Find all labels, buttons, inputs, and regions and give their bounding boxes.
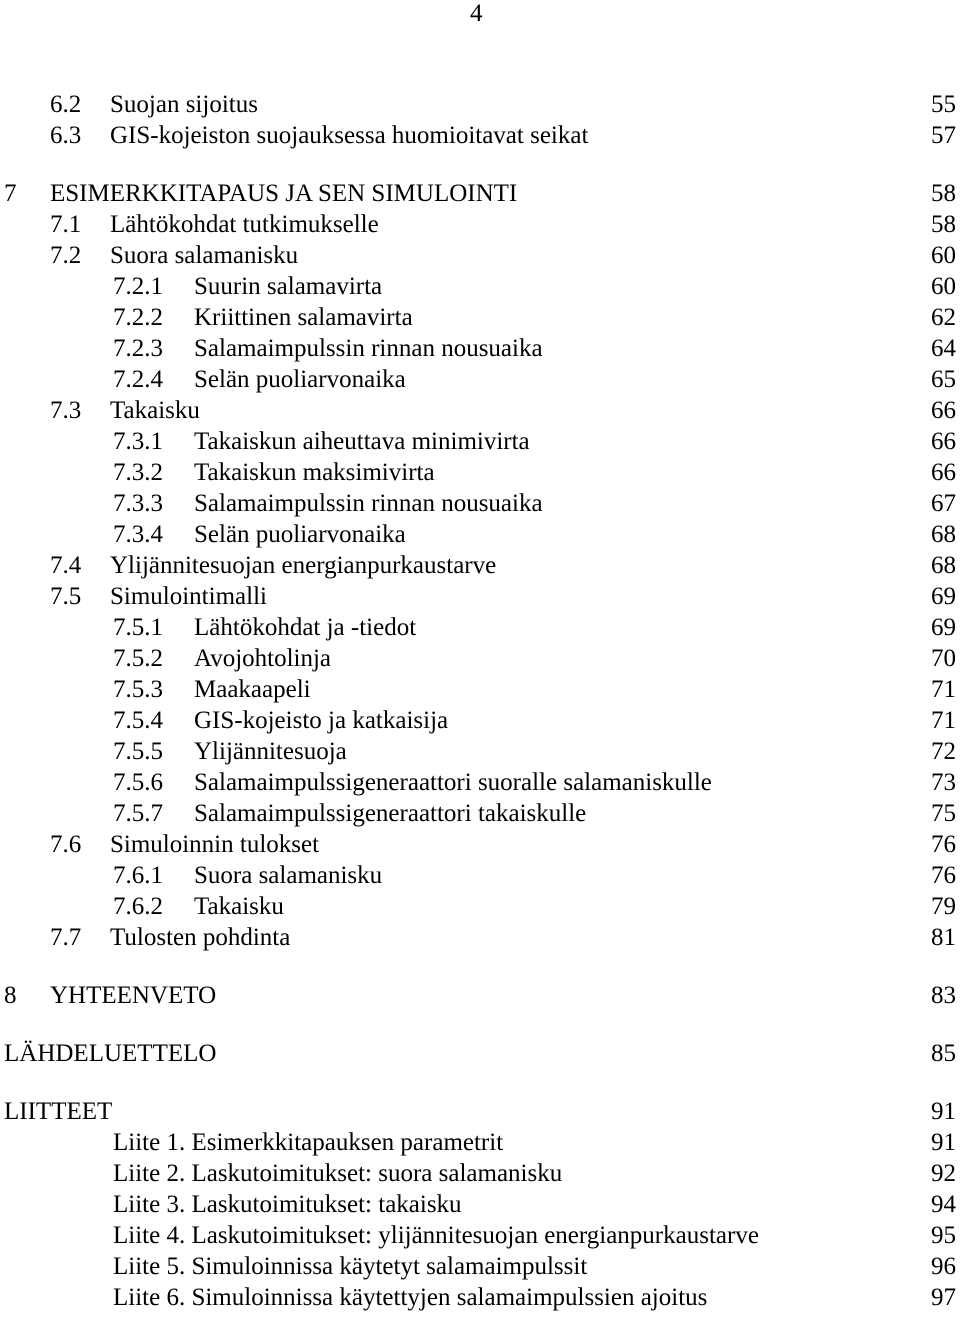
toc-entry-page: 96 [931,1253,956,1280]
toc-entry-title: Lähtökohdat tutkimukselle [110,211,379,238]
toc-entry-page: 94 [931,1191,956,1218]
toc-entry-number: 7.5.3 [113,676,163,703]
toc-entry-title: Lähtökohdat ja -tiedot [194,614,417,641]
toc-entry[interactable] [0,767,960,798]
toc-entry-title: Liite 1. Esimerkkitapauksen parametrit [113,1129,504,1156]
toc-entry-page: 85 [931,1040,956,1067]
toc-entry-number: 8 [4,982,17,1009]
toc-entry-title: Takaisku [194,893,284,920]
toc-entry-page: 95 [931,1222,956,1249]
toc-entry-page: 66 [931,459,956,486]
toc-entry-page: 91 [931,1098,956,1125]
toc-entry-page: 68 [931,552,956,579]
toc-entry-number: 7.5.5 [113,738,163,765]
toc-entry[interactable] [0,829,960,860]
toc-entry[interactable] [0,980,960,1011]
toc-entry[interactable] [0,922,960,953]
toc-entry-title: Suora salamanisku [110,242,299,269]
toc-entry-number: 7.2.2 [113,304,163,331]
toc-entry[interactable] [0,1096,960,1127]
toc-entry-number: 7.2 [50,242,82,269]
toc-entry-title: Simulointimalli [110,583,267,610]
toc-entry-number: 7.6.2 [113,893,163,920]
toc-entry-page: 69 [931,614,956,641]
toc-entry-title: Suojan sijoitus [110,91,258,118]
toc-entry-title: Maakaapeli [194,676,311,703]
toc-entry-title: YHTEENVETO [50,982,217,1009]
toc-entry-page: 57 [931,122,956,149]
toc-entry[interactable] [0,1038,960,1069]
toc-entry-page: 97 [931,1284,956,1311]
toc-entry-title: LÄHDELUETTELO [4,1040,217,1067]
toc-entry-number: 6.2 [50,91,82,118]
toc-entry[interactable] [0,426,960,457]
toc-entry-title: Salamaimpulssin rinnan nousuaika [194,335,543,362]
toc-entry[interactable] [0,302,960,333]
toc-entry[interactable] [0,1189,960,1220]
toc-entry-number: 7.3.1 [113,428,163,455]
toc-entry-number: 7.3.2 [113,459,163,486]
toc-entry-title: ESIMERKKITAPAUS JA SEN SIMULOINTI [50,180,518,207]
toc-entry-page: 66 [931,397,956,424]
toc-entry-page: 67 [931,490,956,517]
toc-entry-title: Liite 3. Laskutoimitukset: takaisku [113,1191,462,1218]
toc-entry-title: Salamaimpulssin rinnan nousuaika [194,490,543,517]
toc-entry-number: 7.5.4 [113,707,163,734]
toc-entry-number: 7.3.4 [113,521,163,548]
toc-entry-title: Salamaimpulssigeneraattori takaiskulle [194,800,587,827]
toc-entry-page: 70 [931,645,956,672]
toc-entry-title: Liite 2. Laskutoimitukset: suora salamanisku [113,1160,563,1187]
toc-entry-title: Suurin salamavirta [194,273,383,300]
toc-entry-title: Salamaimpulssigeneraattori suoralle salamaniskulle [194,769,712,796]
toc-entry[interactable] [0,705,960,736]
toc-entry[interactable] [0,860,960,891]
toc-entry-page: 81 [931,924,956,951]
toc-entry-page: 76 [931,831,956,858]
toc-entry-page: 55 [931,91,956,118]
toc-entry-title: GIS-kojeisto ja katkaisija [194,707,449,734]
toc-entry-number: 7 [4,180,17,207]
toc-entry[interactable] [0,612,960,643]
toc-entry-number: 6.3 [50,122,82,149]
toc-entry-page: 69 [931,583,956,610]
toc-entry-number: 7.1 [50,211,82,238]
toc-entry-title: Liite 4. Laskutoimitukset: ylijännitesuojan energianpurkaustarve [113,1222,759,1249]
toc-entry-page: 73 [931,769,956,796]
toc-entry[interactable] [0,120,960,151]
toc-entry[interactable] [0,333,960,364]
toc-entry-page: 58 [931,211,956,238]
toc-entry-number: 7.3 [50,397,82,424]
toc-entry-title: GIS-kojeiston suojauksessa huomioitavat seikat [110,122,589,149]
toc-entry[interactable] [0,1158,960,1189]
toc-entry-title: Liite 5. Simuloinnissa käytetyt salamaimpulssit [113,1253,588,1280]
toc-entry[interactable] [0,581,960,612]
toc-entry-page: 71 [931,676,956,703]
toc-entry-number: 7.5.1 [113,614,163,641]
toc-entry-title: Selän puoliarvonaika [194,366,406,393]
toc-entry-page: 60 [931,273,956,300]
table-of-contents [0,89,960,1313]
toc-entry[interactable] [0,519,960,550]
toc-entry-page: 58 [931,180,956,207]
toc-entry-page: 65 [931,366,956,393]
toc-entry-number: 7.6 [50,831,82,858]
toc-entry-title: LIITTEET [4,1098,113,1125]
toc-entry[interactable] [0,178,960,209]
toc-entry-page: 60 [931,242,956,269]
toc-entry-number: 7.2.4 [113,366,163,393]
toc-entry[interactable] [0,395,960,426]
toc-entry-page: 71 [931,707,956,734]
toc-entry-page: 76 [931,862,956,889]
toc-entry-title: Tulosten pohdinta [110,924,291,951]
toc-entry-title: Kriittinen salamavirta [194,304,413,331]
toc-entry-title: Takaiskun aiheuttava minimivirta [194,428,530,455]
toc-entry[interactable] [0,550,960,581]
toc-entry[interactable] [0,240,960,271]
toc-entry-page: 83 [931,982,956,1009]
toc-entry-number: 7.6.1 [113,862,163,889]
toc-entry[interactable] [0,271,960,302]
toc-entry-title: Ylijännitesuoja [194,738,347,765]
toc-entry[interactable] [0,736,960,767]
toc-entry[interactable] [0,798,960,829]
toc-entry-page: 62 [931,304,956,331]
toc-entry-page: 64 [931,335,956,362]
toc-entry[interactable] [0,488,960,519]
toc-entry[interactable] [0,1251,960,1282]
toc-entry-title: Takaiskun maksimivirta [194,459,435,486]
toc-entry-page: 75 [931,800,956,827]
toc-entry-page: 72 [931,738,956,765]
toc-entry[interactable] [0,1282,960,1313]
toc-entry-number: 7.5.6 [113,769,163,796]
toc-entry-number: 7.3.3 [113,490,163,517]
toc-entry-page: 92 [931,1160,956,1187]
toc-entry[interactable] [0,457,960,488]
toc-entry[interactable] [0,1220,960,1251]
toc-entry[interactable] [0,891,960,922]
toc-entry[interactable] [0,643,960,674]
toc-entry-title: Avojohtolinja [194,645,332,672]
toc-entry-page: 91 [931,1129,956,1156]
toc-entry[interactable] [0,209,960,240]
toc-entry[interactable] [0,674,960,705]
page-number: 4 [470,0,483,27]
toc-entry-number: 7.5.7 [113,800,163,827]
toc-entry-number: 7.5.2 [113,645,163,672]
toc-entry-title: Takaisku [110,397,200,424]
toc-entry-title: Selän puoliarvonaika [194,521,406,548]
toc-entry[interactable] [0,1127,960,1158]
toc-entry[interactable] [0,364,960,395]
toc-entry-page: 66 [931,428,956,455]
toc-entry-number: 7.2.3 [113,335,163,362]
toc-entry[interactable] [0,89,960,120]
toc-entry-number: 7.2.1 [113,273,163,300]
toc-entry-title: Simuloinnin tulokset [110,831,320,858]
toc-entry-number: 7.5 [50,583,82,610]
toc-entry-page: 68 [931,521,956,548]
toc-entry-title: Ylijännitesuojan energianpurkaustarve [110,552,497,579]
toc-entry-title: Suora salamanisku [194,862,383,889]
toc-entry-title: Liite 6. Simuloinnissa käytettyjen salamaimpulssien ajoitus [113,1284,708,1311]
toc-entry-number: 7.7 [50,924,82,951]
toc-entry-page: 79 [931,893,956,920]
toc-entry-number: 7.4 [50,552,82,579]
